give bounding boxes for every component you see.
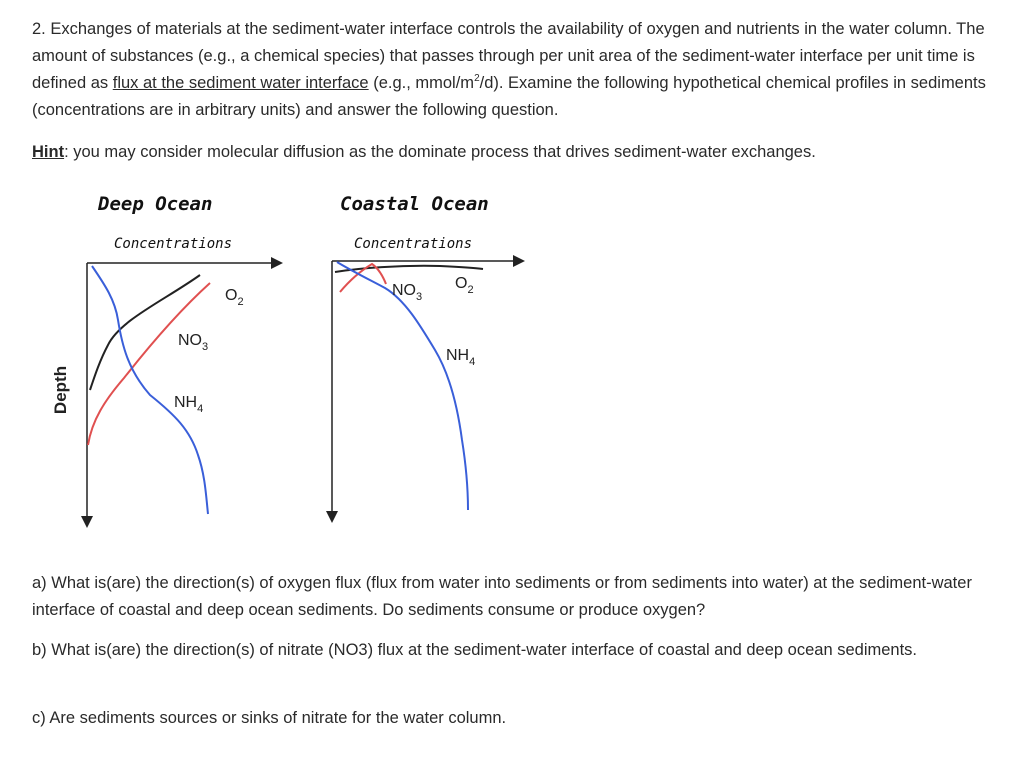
deep-nh4-profile (92, 266, 208, 514)
question-a: a) What is(are) the direction(s) of oxygen flux (flux from water into sediments or from sediments into water) at the sediment-water interface of coastal and deep ocean sediments. Do sediments consume or produce oxygen? (32, 574, 972, 619)
coastal-nh4-profile (337, 262, 468, 510)
hint-text: : you may consider molecular diffusion as the dominate process that drives sediment-water exchanges. (64, 143, 816, 161)
flux-term: flux at the sediment water interface (112, 74, 369, 92)
coastal-o2-label: $O_2$ (455, 275, 474, 296)
question-c: c) Are sediments sources or sinks of nitrate for the water column. (32, 709, 507, 727)
unit-sup: 2 (474, 72, 480, 84)
question-b: b) What is(are) the direction(s) of nitrate (NO3) flux at the sediment-water interface of coastal and deep ocean sediments. (32, 641, 917, 659)
depth-label: Depth (51, 365, 70, 415)
coastal-ocean-title: Coastal Ocean (340, 193, 489, 215)
coastal-ocean-panel (332, 193, 522, 520)
unit-post: /d). Examine the following hypothetical chemical profiles in sediments (concentrations are in arbitrary units) and answer the following question. (32, 74, 986, 119)
deep-ocean-panel (87, 193, 280, 525)
intro-text: 2. Exchanges of materials at the sediment-water interface controls the availability of oxygen and nutrients in the water column. The amount of substances (e.g., a chemical species) that passes through per unit area of the sediment-water interface per unit time is defined as (32, 20, 985, 92)
unit-pre: (e.g., mmol/m (368, 74, 475, 92)
coastal-o2-profile (335, 266, 483, 272)
coastal-no3-label: $NO_3$ (392, 282, 423, 303)
deep-ocean-title: Deep Ocean (98, 193, 213, 215)
coastal-nh4-label: $NH_4$ (446, 347, 476, 368)
coastal-axis-label: Concentrations (354, 236, 473, 252)
deep-o2-label: $O_2$ (225, 287, 244, 308)
hint-label: Hint (32, 143, 65, 161)
deep-axis-label: Concentrations (114, 236, 233, 252)
deep-nh4-label: $NH_4$ (174, 394, 204, 415)
deep-no3-label: $NO_3$ (178, 332, 209, 353)
